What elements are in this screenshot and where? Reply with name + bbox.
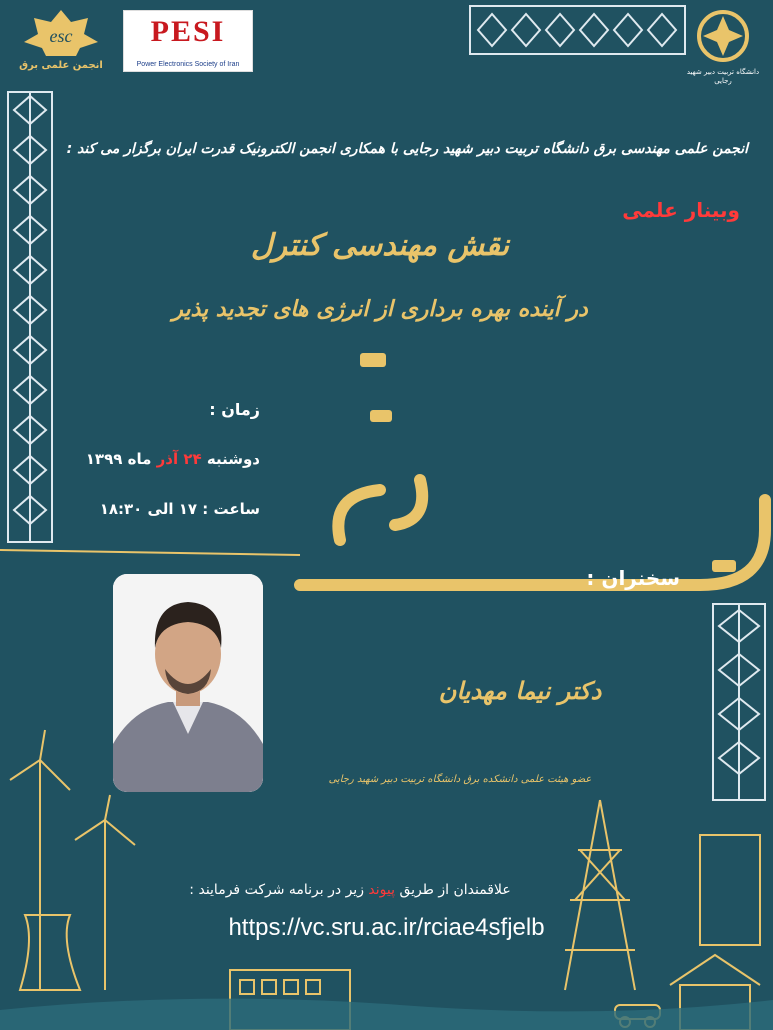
ground: [0, 999, 773, 1030]
webinar-link[interactable]: https://vc.sru.ac.ir/rciae4sfjelb: [228, 914, 545, 941]
university-caption: دانشگاه تربیت دبیر شهید رجایی: [686, 68, 760, 85]
svg-text:esc: esc: [49, 26, 73, 46]
date-number: ۲۴ آذر: [156, 450, 202, 468]
speaker-name: دکتر نیما مهدیان: [438, 676, 602, 705]
right-ornament-pillar: [713, 604, 765, 800]
speaker-portrait: [113, 574, 263, 792]
intro-text: انجمن علمی مهندسی برق دانشگاه تربیت دبیر شهید رجایی با همکاری انجمن الکترونیک قدرت ایران برگزار می کند :: [66, 141, 748, 157]
call-link-word: پیوند: [368, 882, 396, 898]
left-ornament-pillar: [8, 92, 52, 542]
university-emblem-icon: [683, 6, 763, 64]
speaker-photo: [113, 574, 263, 792]
pesi-caption: Power Electronics Society of Iran: [136, 61, 240, 68]
pesi-wordmark: PESI: [150, 15, 226, 48]
call-before: علاقمندان از طریق: [399, 882, 511, 898]
top-ornament-band: [470, 6, 685, 54]
esc-emblem-icon: [16, 8, 106, 56]
esc-caption: انجمن علمی برق: [19, 60, 103, 71]
gold-line: [0, 550, 300, 555]
date-day: دوشنبه: [206, 450, 260, 468]
brand-dot: [370, 410, 392, 422]
university-logo: [683, 6, 763, 106]
brand-dot: [360, 353, 386, 367]
call-to-action: [150, 882, 550, 898]
webinar-subtitle: در آینده بهره برداری از انرژی های تجدید پذیر: [172, 296, 588, 322]
esc-logo: [16, 8, 106, 72]
time-label: زمان :: [209, 400, 260, 419]
date-line: [85, 450, 260, 468]
brand-dot: [712, 560, 736, 572]
speaker-label: سخنران :: [586, 566, 680, 590]
webinar-badge: وبینار علمی: [622, 198, 740, 222]
call-after: زیر در برنامه شرکت فرمایند :: [189, 882, 364, 898]
hour-line: ساعت : ۱۷ الی ۱۸:۳۰: [99, 500, 260, 518]
pesi-logo: [123, 10, 253, 72]
webinar-title: نقش مهندسی کنترل: [250, 228, 510, 263]
speaker-affiliation: عضو هیئت علمی دانشکده برق دانشگاه تربیت دبیر شهید رجایی: [328, 774, 592, 785]
date-month-year: ماه ۱۳۹۹: [85, 450, 152, 468]
